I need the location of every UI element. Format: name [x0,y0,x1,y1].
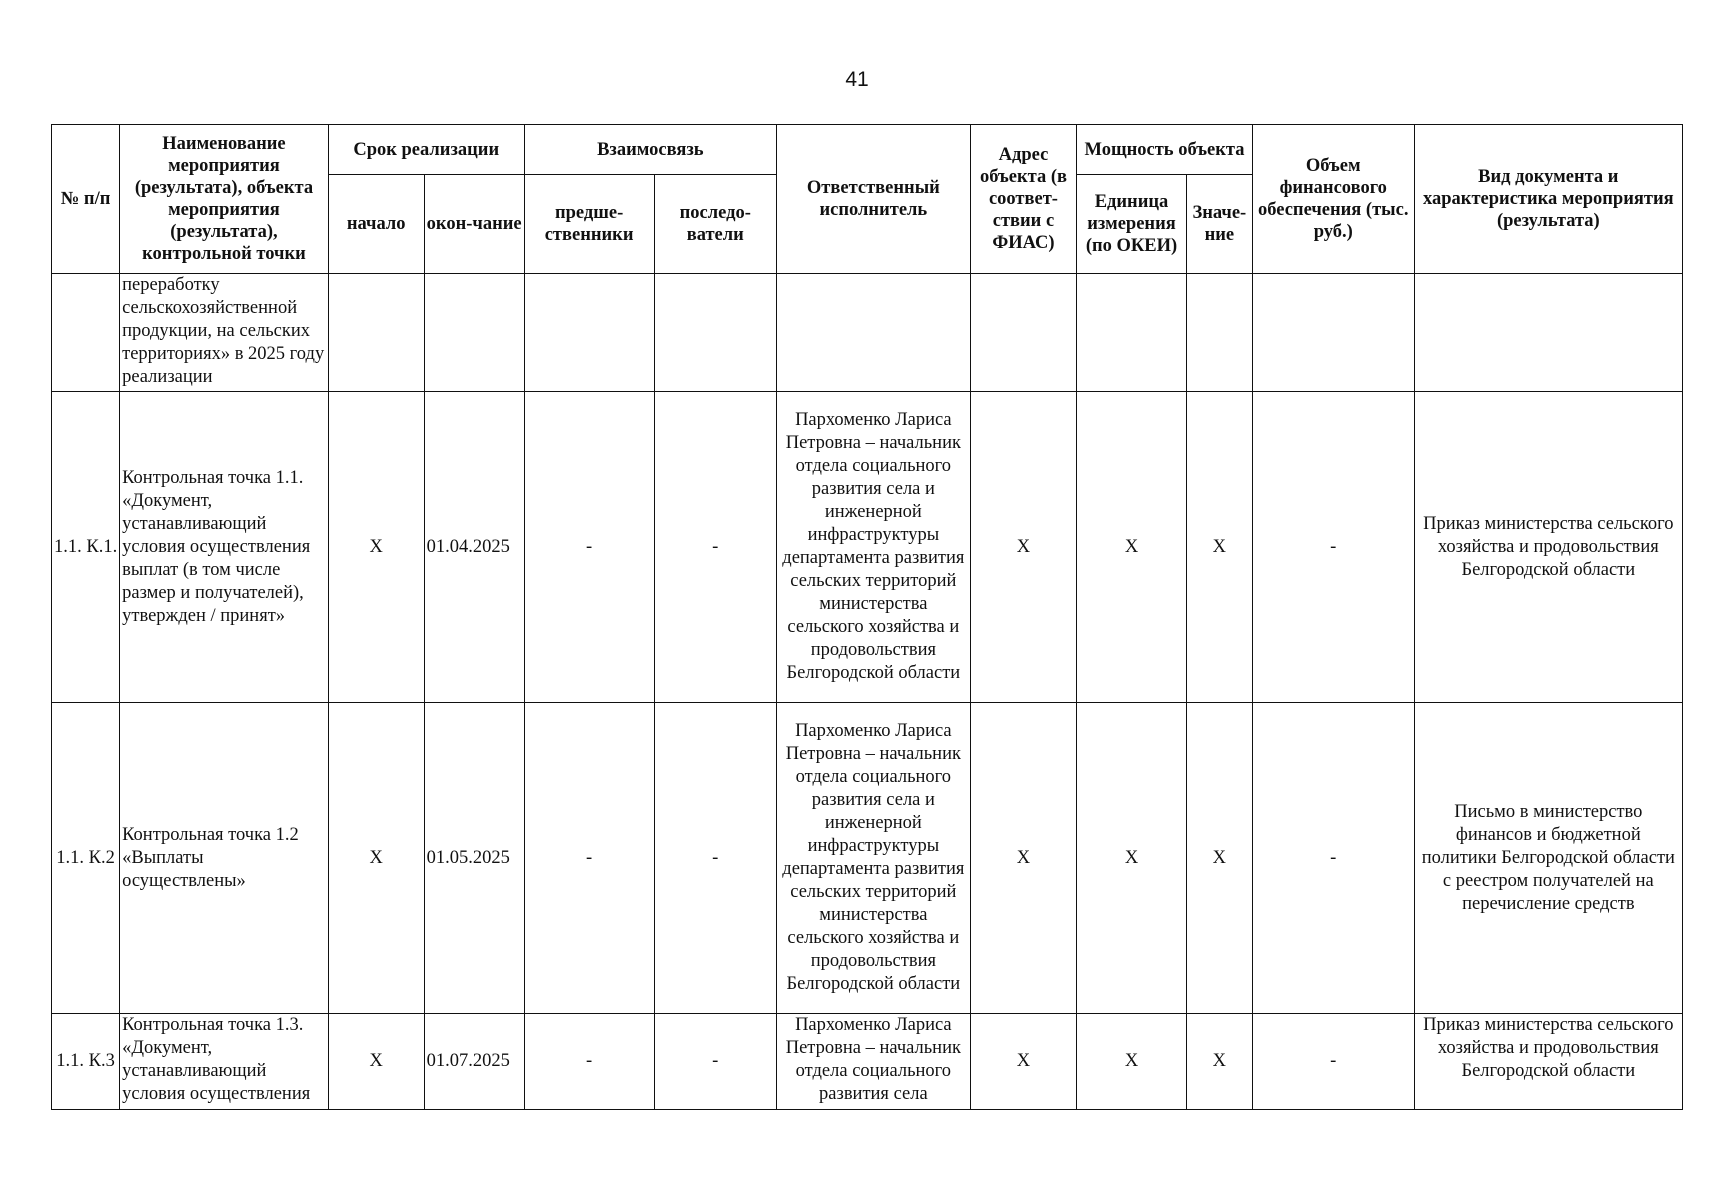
row-start: X [328,703,424,1014]
header-doc: Вид документа и характеристика мероприятия (результата) [1414,125,1682,274]
row-start: X [328,392,424,703]
row-num: 1.1. К.1. [52,392,120,703]
row-end: 01.07.2025 [424,1014,524,1110]
row-predecessors [524,274,654,392]
row-responsible: Пархоменко Лариса Петровна – начальник отдела социального развития села и инженерной инфраструктуры департамента развития сельских территорий министерства сельского хозяйства и продовольствия Белгородской области [776,392,970,703]
row-value: X [1186,703,1252,1014]
row-start [328,274,424,392]
row-end: 01.04.2025 [424,392,524,703]
row-value [1186,274,1252,392]
row-volume: - [1252,392,1414,703]
row-successors: - [654,1014,776,1110]
header-responsible: Ответственный исполнитель [776,125,970,274]
row-responsible [776,274,970,392]
row-successors [654,274,776,392]
row-predecessors: - [524,392,654,703]
row-doc: Приказ министерства сельского хозяйства и продовольствия Белгородской области [1414,1014,1682,1110]
row-name: переработку сельскохозяйственной продукции, на сельских территориях» в 2025 году реализации [120,274,329,392]
row-unit: X [1077,703,1187,1014]
plan-table [51,124,1683,1110]
header-power: Мощность объекта [1077,125,1253,175]
row-address [970,274,1076,392]
header-term: Срок реализации [328,125,524,175]
table-row [52,1014,1683,1110]
row-responsible: Пархоменко Лариса Петровна – начальник отдела социального развития села [776,1014,970,1110]
row-responsible: Пархоменко Лариса Петровна – начальник отдела социального развития села и инженерной инфраструктуры департамента развития сельских территорий министерства сельского хозяйства и продовольствия Белгородской области [776,703,970,1014]
header-end: окон-чание [424,175,524,274]
row-value: X [1186,392,1252,703]
row-num [52,274,120,392]
header-unit: Единица измерения (по ОКЕИ) [1077,175,1187,274]
row-volume: - [1252,1014,1414,1110]
header-value: Значе-ние [1186,175,1252,274]
row-start: X [328,1014,424,1110]
row-end [424,274,524,392]
row-end: 01.05.2025 [424,703,524,1014]
header-predecessors: предше-ственники [524,175,654,274]
header-name: Наименование мероприятия (результата), объекта мероприятия (результата), контрольной точки [120,125,329,274]
row-name: Контрольная точка 1.2 «Выплаты осуществлены» [120,703,329,1014]
row-unit: X [1077,392,1187,703]
table-row [52,703,1683,1014]
row-successors: - [654,392,776,703]
row-address: X [970,1014,1076,1110]
header-address: Адрес объекта (в соответ-ствии с ФИАС) [970,125,1076,274]
row-successors: - [654,703,776,1014]
row-address: X [970,392,1076,703]
page-number: 41 [845,68,869,91]
header-num: № п/п [52,125,120,274]
row-name: Контрольная точка 1.3. «Документ, устанавливающий условия осуществления [120,1014,329,1110]
row-unit: X [1077,1014,1187,1110]
header-link: Взаимосвязь [524,125,776,175]
header-volume: Объем финансового обеспечения (тыс. руб.) [1252,125,1414,274]
row-volume: - [1252,703,1414,1014]
row-predecessors: - [524,1014,654,1110]
row-value: X [1186,1014,1252,1110]
table-row [52,274,1683,392]
header-start: начало [328,175,424,274]
row-volume [1252,274,1414,392]
row-unit [1077,274,1187,392]
row-name: Контрольная точка 1.1. «Документ, устанавливающий условия осуществления выплат (в том числе размер и получателей), утвержден / принят» [120,392,329,703]
row-address: X [970,703,1076,1014]
header-successors: последо-ватели [654,175,776,274]
row-doc: Письмо в министерство финансов и бюджетной политики Белгородской области с реестром получателей на перечисление средств [1414,703,1682,1014]
row-num: 1.1. К.2 [52,703,120,1014]
row-predecessors: - [524,703,654,1014]
row-doc [1414,274,1682,392]
row-num: 1.1. К.3 [52,1014,120,1110]
table-row [52,392,1683,703]
row-doc: Приказ министерства сельского хозяйства и продовольствия Белгородской области [1414,392,1682,703]
